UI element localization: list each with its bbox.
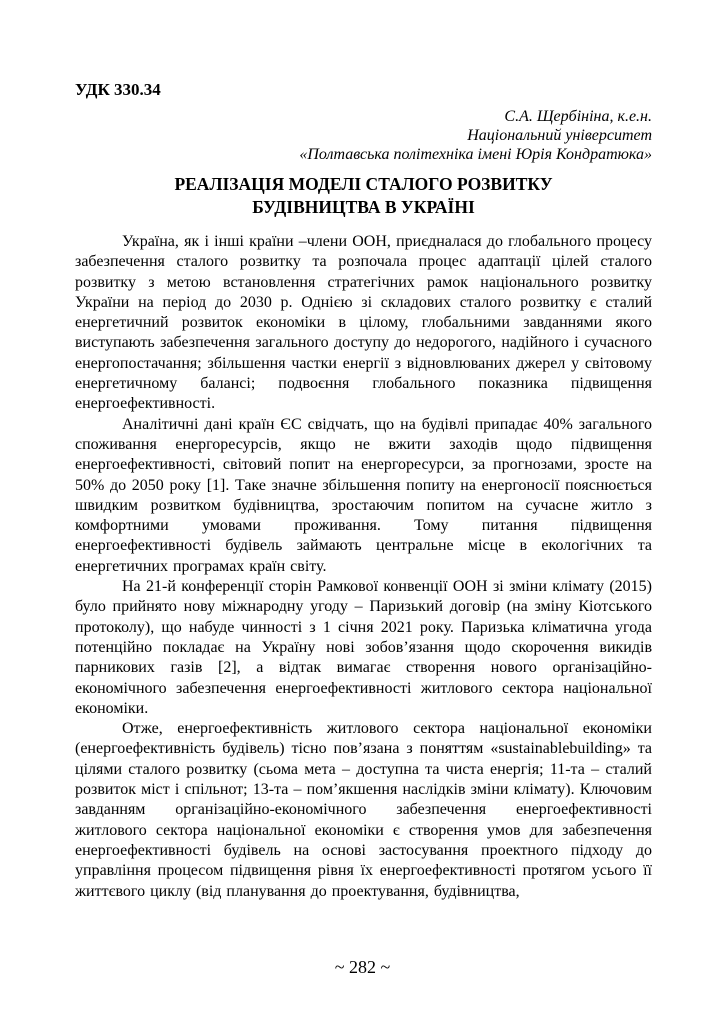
article-title-line2: БУДІВНИЦТВА В УКРАЇНІ — [252, 197, 475, 217]
page-footer — [0, 956, 725, 978]
article-title-line1: РЕАЛІЗАЦІЯ МОДЕЛІ СТАЛОГО РОЗВИТКУ — [174, 174, 553, 194]
paragraph-1: Україна, як і інші країни –члени ООН, приєдналася до глобального процесу забезпечення сталого розвитку та розпочала процес адаптації цілей сталого розвитку з метою встановлення стратегічних рамок національного розвитку України на період до 2030 р. Однією зі складових сталого розвитку є сталий енергетичний розвиток економіки в цілому, глобальними завданнями якого виступають забезпечення загального доступу до недорогого, надійного і сучасного енергопостачання; збільшення частки енергії з відновлюваних джерел у світовому енергетичному балансі; подвоєння глобального показника підвищення енергоефективності. — [75, 233, 652, 413]
author-block — [75, 107, 652, 164]
paragraph-3: На 21-й конференції сторін Рамкової конвенції ООН зі зміни клімату (2015) було прийнято нову міжнародну угоду – Паризький договір (на зміну Кіотського протоколу), що набуде чинності з 1 січня 2021 року. Паризька кліматична угода потенційно покладає на Україну нові зобов’язання щодо скорочення викидів парникових газів [2], а відтак вимагає створення нового організаційно-економічного забезпечення енергоефективності житлового сектора національної економіки. — [75, 578, 652, 717]
udc-code: УДК 330.34 — [75, 80, 161, 99]
article-title — [75, 173, 652, 219]
paragraph-4: Отже, енергоефективність житлового сектора національної економіки (енергоефективність будівель) тісно пов’язана з поняттям «sustainablebuilding» та цілями сталого розвитку (сьома мета – доступна та чиста енергія; 11-та – сталий розвиток міст і спільнот; 13-та – пом’якшення наслідків зміни клімату). Ключовим завданням організаційно-економічного забезпечення енергоефективності житлового сектора національної економіки є створення умов для забезпечення енергоефективності будівель на основі застосування проектного підходу до управління процесом підвищення рівня їх енергоефективності протягом усього її життєвого циклу (від планування до проектування, будівництва, — [75, 720, 652, 900]
article-body — [75, 232, 652, 902]
author-affiliation-line1: Національний університет — [467, 127, 652, 144]
page-number: ~ 282 ~ — [334, 957, 391, 977]
paragraph-2: Аналітичні дані країн ЄС свідчать, що на будівлі припадає 40% загального споживання енергоресурсів, якщо не вжити заходів щодо підвищення енергоефективності, світовий попит на енергоресурси, за прогнозами, зросте на 50% до 2050 року [1]. Таке значне збільшення попиту на енергоносії пояснюється швидким розвитком будівництва, зростаючим попитом на сучасне житло з комфортними умовами проживання. Тому питання підвищення енергоефективності будівель займають центральне місце в екологічних та енергетичних програмах країн світу. — [75, 415, 652, 575]
author-name: С.А. Щербініна, к.е.н. — [504, 108, 652, 125]
author-affiliation-line2: «Полтавська політехніка імені Юрія Кондратюка» — [299, 146, 652, 163]
